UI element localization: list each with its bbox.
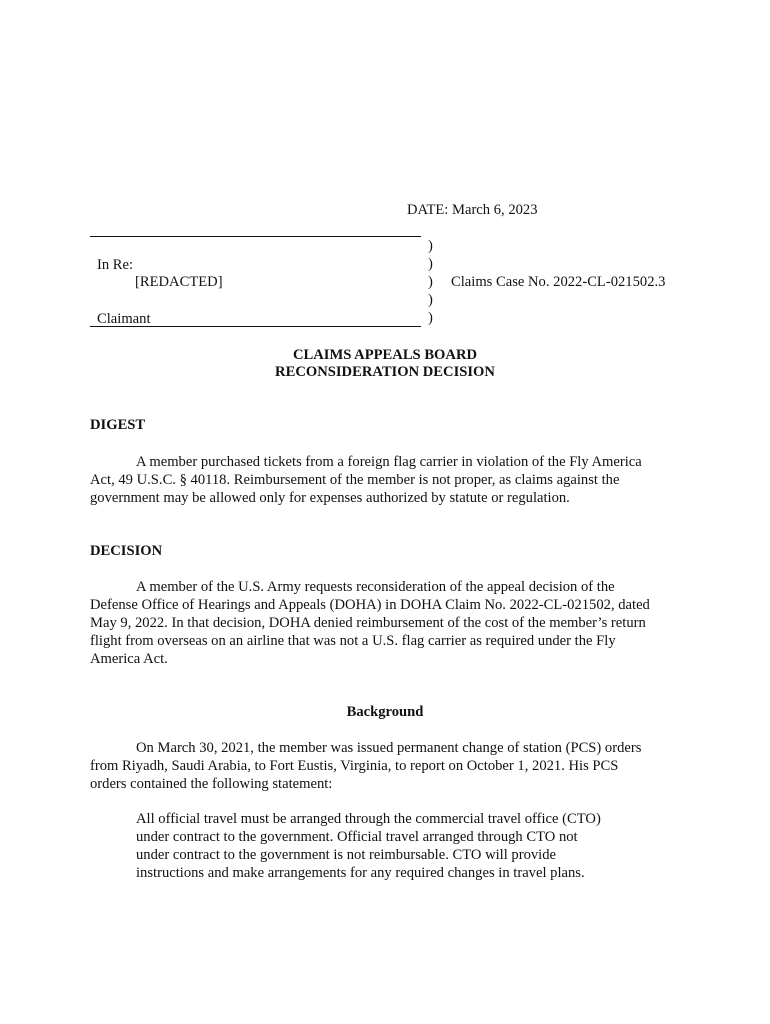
decision-title: RECONSIDERATION DECISION (275, 364, 495, 380)
case-number: Claims Case No. 2022-CL-021502.3 (451, 274, 666, 290)
background-heading: Background (346, 704, 424, 720)
caption-paren: ) (428, 310, 433, 326)
claimant-name: [REDACTED] (135, 274, 223, 290)
decision-date: DATE: March 6, 2023 (407, 202, 538, 218)
digest-line: A member purchased tickets from a foreign flag carrier in violation of the Fly America (136, 454, 642, 470)
quote-line: under contract to the government is not reimbursable. CTO will provide (136, 847, 557, 863)
decision-line: America Act. (90, 651, 168, 667)
background-line: from Riyadh, Saudi Arabia, to Fort Eustis, Virginia, to report on October 1, 2021. His PCS (90, 758, 619, 774)
claimant-label: Claimant (97, 311, 151, 327)
caption-paren: ) (428, 292, 433, 308)
caption-paren: ) (428, 256, 433, 272)
decision-line: A member of the U.S. Army requests reconsideration of the appeal decision of the (136, 579, 615, 595)
digest-line: Act, 49 U.S.C. § 40118. Reimbursement of the member is not proper, as claims against the (90, 472, 620, 488)
digest-line: government may be allowed only for expenses authorized by statute or regulation. (90, 490, 570, 506)
in-re-label: In Re: (97, 257, 134, 273)
board-title: CLAIMS APPEALS BOARD (292, 347, 478, 363)
background-line: orders contained the following statement: (90, 776, 333, 792)
decision-heading: DECISION (90, 543, 163, 559)
caption-paren: ) (428, 274, 433, 290)
decision-line: Defense Office of Hearings and Appeals (DOHA) in DOHA Claim No. 2022-CL-021502, dated (90, 597, 650, 613)
quote-line: under contract to the government. Official travel arranged through CTO not (136, 829, 578, 845)
decision-line: flight from overseas on an airline that was not a U.S. flag carrier as required under the Fly (90, 633, 616, 649)
quote-line: All official travel must be arranged through the commercial travel office (CTO) (136, 811, 601, 827)
caption-paren: ) (428, 238, 433, 254)
caption-top-rule (90, 236, 421, 237)
quote-line: instructions and make arrangements for any required changes in travel plans. (136, 865, 585, 881)
background-line: On March 30, 2021, the member was issued permanent change of station (PCS) orders (136, 740, 642, 756)
decision-line: May 9, 2022. In that decision, DOHA denied reimbursement of the cost of the member’s return (90, 615, 646, 631)
digest-heading: DIGEST (90, 417, 146, 433)
